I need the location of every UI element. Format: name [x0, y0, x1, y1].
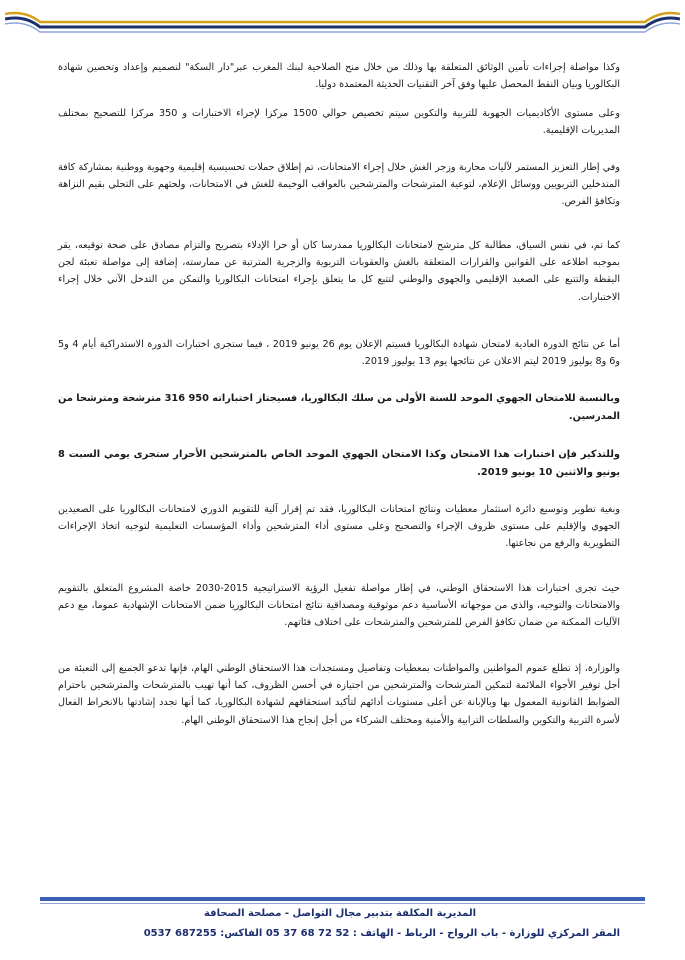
paragraph-9: حيث تجرى اختبارات هذا الاستحقاق الوطني، في إطار مواصلة تفعيل الرؤية الاستراتيجية 2015-2030 خاصة المشروع المتعلق بالتقويم والامتحانات والتوجيه، والذي من موجهاته الأساسية دعم موثوقية ومصداقية نتائج امتحانات البكالوريا ضمن الامتحانات الإشهادية عموما، مع دعم الآليات الممكنة من ضمان تكافؤ الفرص للمترشحين والمترشحات على اختلاف فئاتهم.	[58, 583, 620, 629]
paragraph-5: أما عن نتائج الدورة العادية لامتحان شهادة البكالوريا فسيتم الإعلان يوم 26 يونيو 2019 ، فيما ستجرى اختبارات الدورة الاستدراكية أيام 4 و5 و6 و8 يوليوز 2019 ليتم الاعلان عن نتائجها يوم 13 يوليوز 2019.	[58, 339, 621, 368]
footer-department: المديرية المكلفة بتدبير مجال التواصل - مصلحة الصحافة	[203, 908, 477, 919]
footer-contact: المقر المركزي للوزارة - باب الرواح - الرباط - الهاتف : 52 72 68 37 05 الفاكس: 687255 0537	[143, 928, 620, 939]
paragraph-10: والوزارة، إذ تطلع عموم المواطنين والمواطنات بمعطيات وتفاصيل ومستجدات هذا الاستحقاق الوطني الهام، فإنها تدعو الجميع إلى التعبئة من أجل توفير الأجواء الملائمة لتمكين المترشحات والمترشحين من اجتيازه في أحسن الظروف، كما أنها تهيب بالمترشحات والمترشحين باحترام الضوابط القانونية المعمول بها وبالإبانة عن أعلى مستويات أدائهم لتأكيد استحقاقهم لشهادة البكالوريا، كما أنها تجدد إشادتها بالانخراط الفعال لأسرة التربية والتكوين والسلطات الترابية والأمنية ومختلف الشركاء من أجل إنجاح هذا الاستحقاق الوطني الهام.	[58, 663, 620, 726]
paragraph-2: وعلى مستوى الأكاديميات الجهوية للتربية والتكوين سيتم تخصيص حوالي 1500 مركزا لإجراء الاختبارات و 350 مركزا للتصحيح بمختلف المديريات الإقليمية.	[58, 108, 620, 137]
paragraph-4: كما تم، في نفس السياق، مطالبة كل مترشح لامتحانات البكالوريا ممدرسا كان أو حرا الإدلاء بتصريح والتزام مصادق على صحة توقيعه، يقر بموجبه اطلاعه على القوانين والقرارات المتعلقة بالغش والعقوبات التربوية والزجرية المترتبة عن ممارسته، إضافة إلى مواصلة تعبئة لجن اليقظة والتتبع على الصعيد الإقليمي والجهوي والوطني لتتبع كل ما يتعلق بإجراء امتحانات البكالوريا والتمكن من التدخل الآني خلال إجراء الاختبارات.	[58, 240, 620, 303]
paragraph-6: وبالنسبة للامتحان الجهوي الموحد للسنة الأولى من سلك البكالوريا، فسيجتاز اختباراته 950 316 مترشحة ومترشحا من المدرسين.	[58, 393, 620, 422]
paragraph-3: وفي إطار التعزيز المستمر لآليات محاربة وزجر الغش خلال إجراء الامتحانات، تم إطلاق حملات تحسيسية إقليمية وجهوية ووطنية بمشاركة كافة المتدخلين التربويين ووسائل الإعلام، لتوعية المترشحات والمترشحين بالعواقب الوخيمة للغش في الامتحانات، ولحثهم على التحلي بقيم النزاهة وتكافؤ الفرص.	[58, 162, 620, 208]
paragraph-7: وللتذكير فإن اختبارات هذا الامتحان وكذا الامتحان الجهوي الموحد الخاص بالمترشحين الأحرار ستجرى يومي السبت 8 يونيو والاثنين 10 يونيو 2019.	[58, 449, 620, 478]
decorative-top-border	[5, 0, 680, 42]
footer-divider	[40, 897, 645, 901]
paragraph-8: وبغية تطوير وتوسيع دائرة استثمار معطيات ونتائج امتحانات البكالوريا، فقد تم إقرار آلية للتقويم الدوري لامتحانات البكالوريا على الصعيدين الجهوي والإقليم على مستوى ظروف الإجراء والتصحيح وعلى مستوى أداء المترشحين وأداء المؤسسات التعليمية لتوجيه اتخاذ الإجراءات التطويرية والرفع من نجاعتها.	[58, 504, 620, 550]
paragraph-1: وكذا مواصلة إجراءات تأمين الوثائق المتعلقة بها وذلك من خلال منح الصلاحية لبنك المغرب عبر"دار السكة" لتصميم وإعداد وتحصين شهادة البكالوريا وبيان النقط المحصل عليها وفق آخر التقنيات الحديثة المعتمدة دوليا.	[58, 62, 620, 91]
